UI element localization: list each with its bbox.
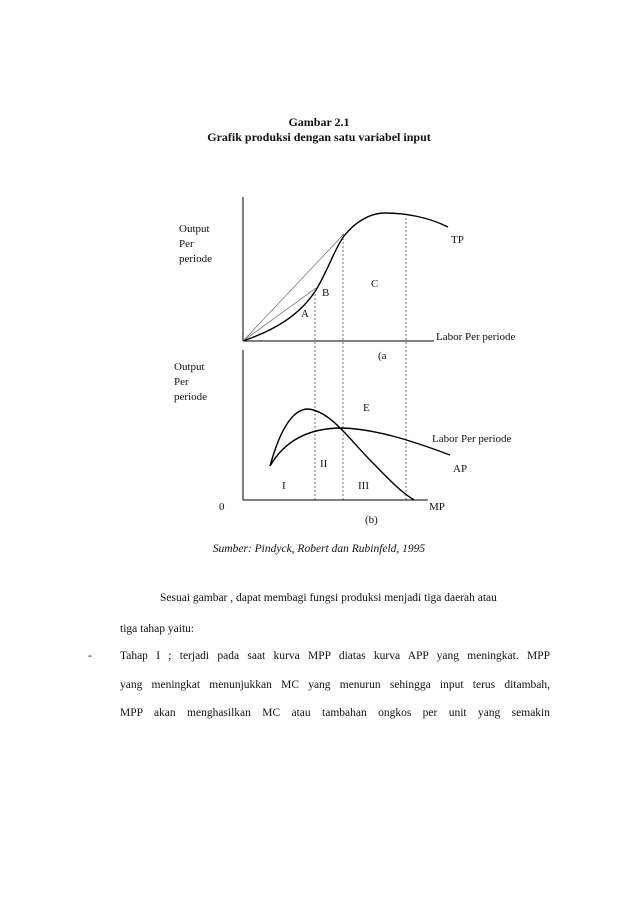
panel-a-label: (a xyxy=(378,350,387,362)
point-b-label: B xyxy=(322,287,330,299)
point-a-label: A xyxy=(301,308,309,320)
bottom-y-label-3: periode xyxy=(174,391,207,403)
paragraph-1: Sesuai gambar , dapat membagi fungsi produksi menjadi tiga daerah atau xyxy=(160,592,497,604)
stage-iii-label: III xyxy=(358,480,369,492)
figure-title: Gambar 2.1 xyxy=(288,115,350,129)
bullet-marker: - xyxy=(88,650,92,662)
bottom-x-label: Labor Per periode xyxy=(432,433,512,445)
figure-source: Sumber: Pindyck, Robert dan Rubinfeld, 1995 xyxy=(212,543,426,555)
bottom-y-label-2: Per xyxy=(174,376,189,388)
panel-b-label: (b) xyxy=(365,514,378,526)
point-e-label: E xyxy=(363,402,370,414)
origin-label: 0 xyxy=(219,501,225,513)
top-x-label: Labor Per periode xyxy=(436,331,516,343)
paragraph-2: tiga tahap yaitu: xyxy=(120,623,195,635)
figure-subtitle: Grafik produksi dengan satu variabel input xyxy=(207,130,431,144)
bullet-line-2: yang meningkat menunjukkan MC yang menurun sehingga input terus ditambah, xyxy=(120,679,550,691)
point-c-label: C xyxy=(371,278,379,290)
tp-label: TP xyxy=(451,234,464,246)
mp-curve xyxy=(270,409,414,500)
mp-label: MP xyxy=(429,501,445,513)
ap-label: AP xyxy=(453,463,468,475)
top-y-label-2: Per xyxy=(179,238,194,250)
top-y-label-1: Output xyxy=(179,223,210,235)
bottom-y-label-1: Output xyxy=(174,361,205,373)
bullet-line-1: Tahap I ; terjadi pada saat kurva MPP diatas kurva APP yang meningkat. MPP xyxy=(120,650,550,662)
stage-i-label: I xyxy=(282,480,286,492)
top-y-label-3: periode xyxy=(179,253,212,265)
stage-ii-label: II xyxy=(320,458,328,470)
ap-curve xyxy=(270,428,450,466)
tp-curve xyxy=(243,213,448,341)
bullet-line-3: MPP akan menghasilkan MC atau tambahan ongkos per unit yang semakin xyxy=(120,707,550,719)
